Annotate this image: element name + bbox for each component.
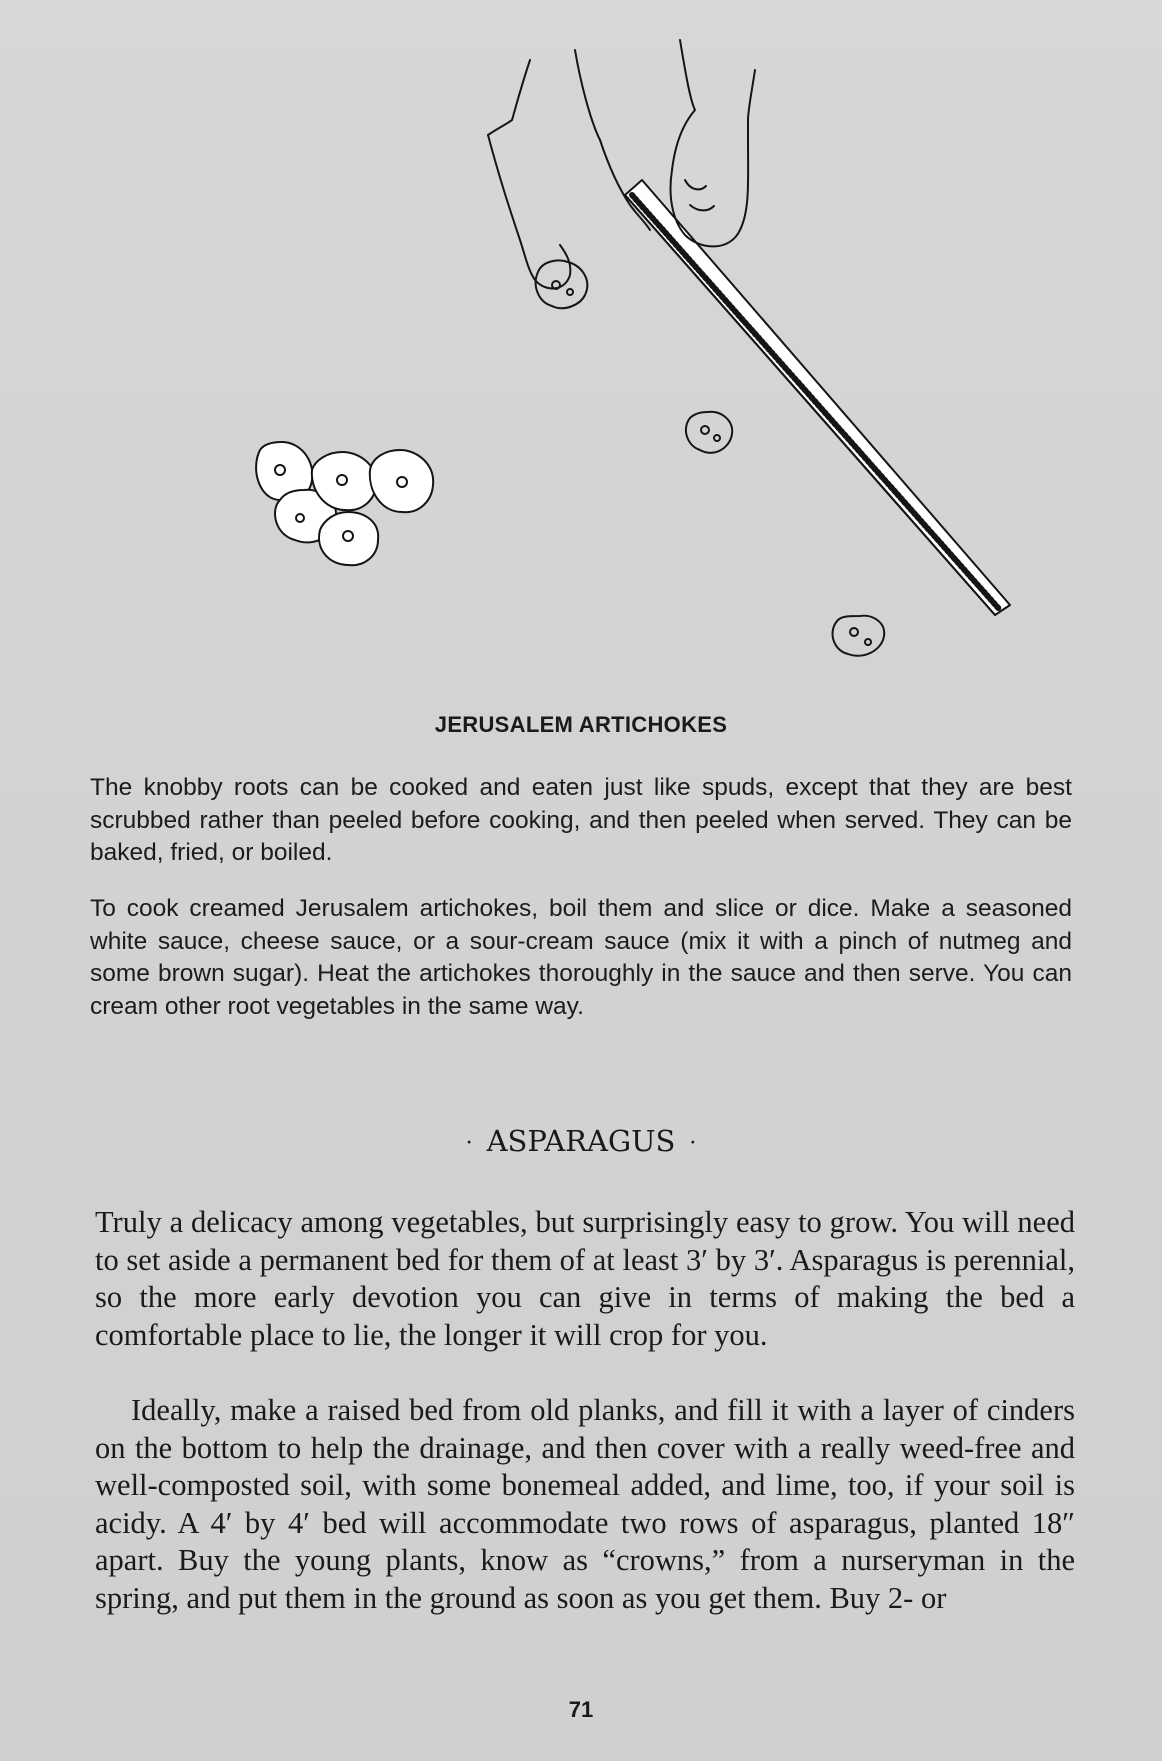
paragraph-asparagus-intro: Truly a delicacy among vegetables, but surprisingly easy to grow. You will need to set aside a permanent bed for them of at least 3′ by 3′. Asparagus is perennial, so the more early devotion you can give in terms of making the bed a comfortable place to lie, the longer it will crop for you. xyxy=(95,1205,1075,1352)
paragraph-asparagus-bed: Ideally, make a raised bed from old planks, and fill it with a layer of cinders on the bottom to help the drainage, and then cover with a really weed-free and well-composted soil, with some bonemeal added, and lime, too, if your soil is acidy. A 4′ by 4′ bed will accommodate two rows of asparagus, planted 18″ apart. Buy the young plants, know as “crowns,” from a nurseryman in the spring, and put them in the ground as soon as you get them. Buy 2- or xyxy=(95,1393,1075,1615)
figure-caption: JERUSALEM ARTICHOKES xyxy=(434,712,728,737)
heading-dot-right: · xyxy=(689,1130,697,1156)
left-arm-drawing xyxy=(488,60,530,135)
small-tuber-lower-drawing xyxy=(833,616,885,656)
heading-dot-left: · xyxy=(465,1130,473,1156)
section-heading xyxy=(0,1124,1162,1158)
paragraph-cooking-roots: The knobby roots can be cooked and eaten just like spuds, except that they are best scrubbed rather than peeled before cooking, and then peeled when served. They can be baked, fried, or boiled. xyxy=(90,774,1072,866)
section-heading-text: ASPARAGUS xyxy=(486,1124,676,1158)
tuber-in-hand-drawing xyxy=(536,260,588,308)
digging-stick-drawing xyxy=(625,180,1010,615)
right-arm-drawing xyxy=(672,40,695,170)
tuber-cluster-drawing xyxy=(256,442,433,565)
paragraph-creamed-artichokes: To cook creamed Jerusalem artichokes, boil them and slice or dice. Make a seasoned white sauce, cheese sauce, or a sour-cream sauce (mix it with a pinch of nutmeg and some brown sugar). Heat the artichokes thoroughly in the sauce and then serve. You can cream other root vegetables in the same way. xyxy=(90,895,1072,1020)
page-number: 71 xyxy=(568,1697,594,1722)
artichoke-illustration xyxy=(220,30,1040,690)
left-hand-drawing xyxy=(488,135,570,288)
